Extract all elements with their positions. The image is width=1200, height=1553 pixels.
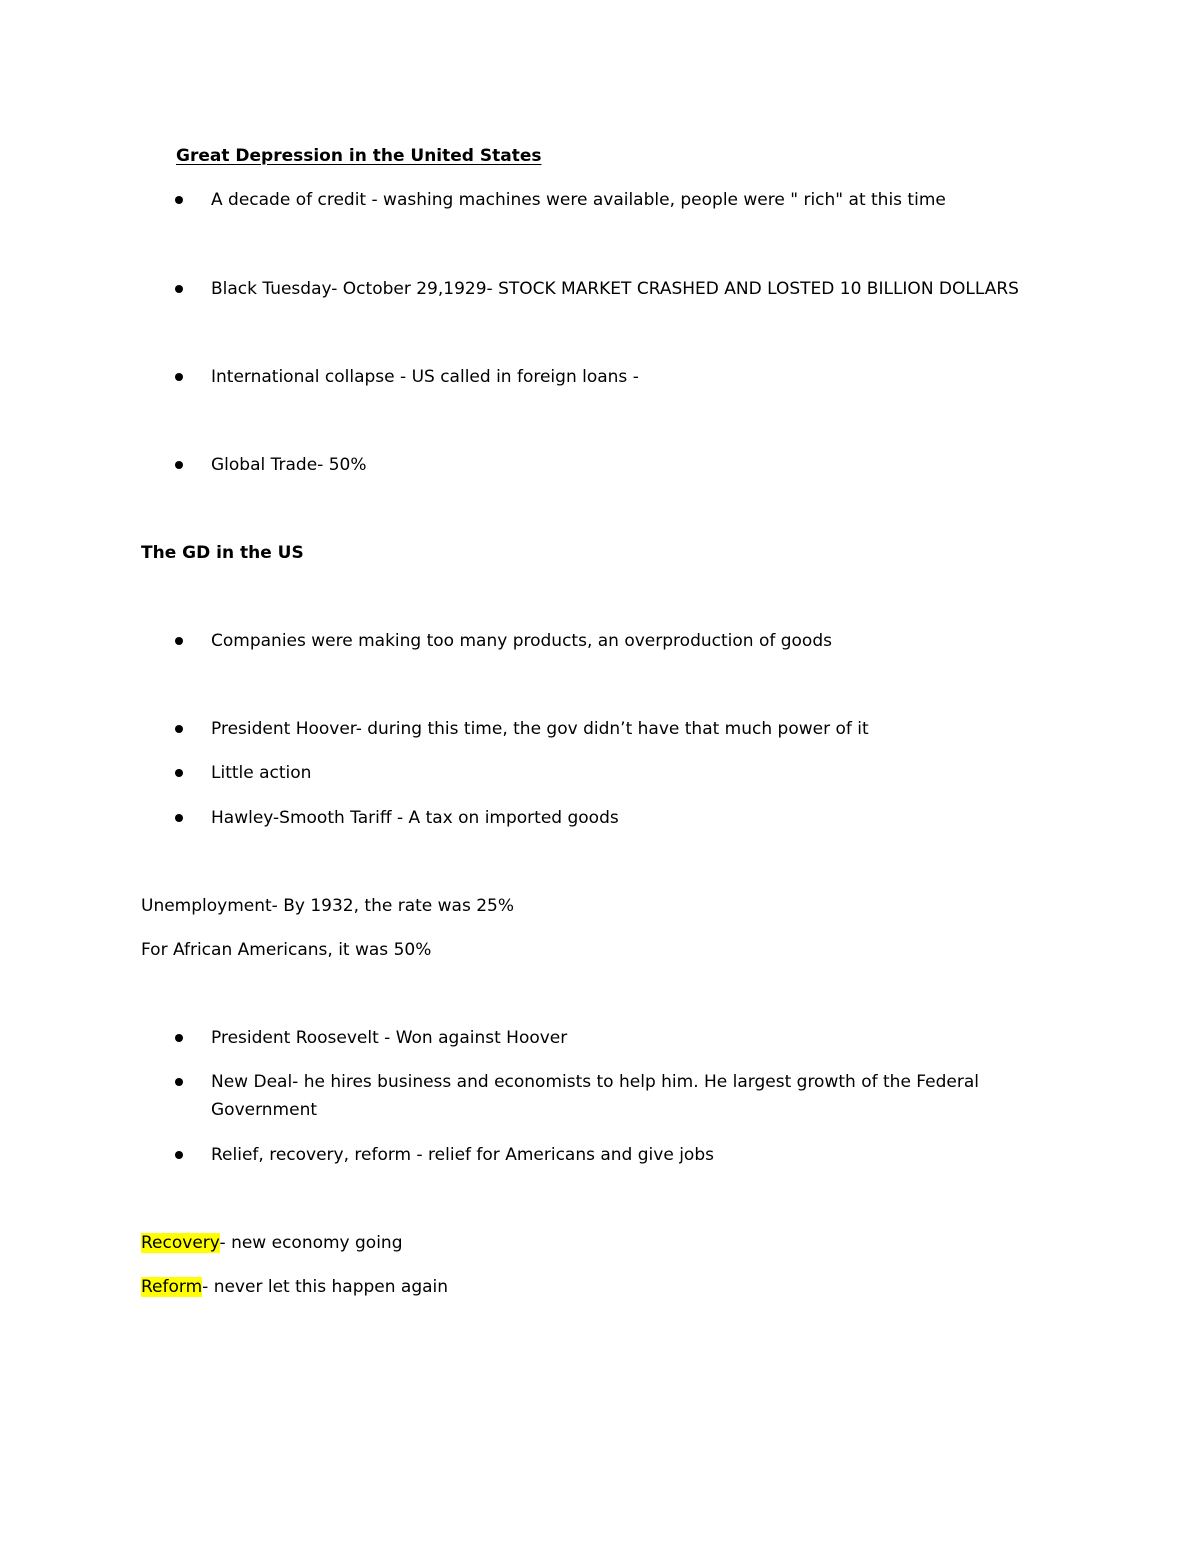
bullet-text: President Hoover- during this time, the gov didn’t have that much power of it (211, 719, 869, 739)
recovery-definition: - new economy going (219, 1233, 403, 1253)
african-americans-text: For African Americans, it was 50% (141, 940, 432, 960)
section-heading: The GD in the US (141, 543, 304, 563)
bullet-icon (175, 769, 183, 777)
bullet-icon (175, 1034, 183, 1042)
recovery-line (141, 1229, 403, 1257)
bullet-icon (175, 1078, 183, 1086)
reform-definition: - never let this happen again (202, 1277, 449, 1297)
bullet-icon (175, 725, 183, 733)
bullet-text: Little action (211, 763, 312, 783)
bullet-text: Global Trade- 50% (211, 455, 367, 475)
bullet-icon (175, 1151, 183, 1159)
bullet-text: Hawley-Smooth Tariff - A tax on imported goods (211, 808, 619, 828)
bullet-icon (175, 461, 183, 469)
bullet-text: President Roosevelt - Won against Hoover (211, 1028, 568, 1048)
bullet-text: Relief, recovery, reform - relief for Americans and give jobs (211, 1145, 714, 1165)
document-title: Great Depression in the United States (176, 146, 542, 166)
bullet-icon (175, 285, 183, 293)
bullet-text: Companies were making too many products, an overproduction of goods (211, 631, 832, 651)
reform-line (141, 1273, 448, 1301)
bullet-icon (175, 196, 183, 204)
bullet-icon (175, 814, 183, 822)
bullet-text: New Deal- he hires business and economists to help him. He largest growth of the Federal Government (211, 1072, 979, 1120)
recovery-term: Recovery (141, 1233, 220, 1253)
unemployment-text: Unemployment- By 1932, the rate was 25% (141, 896, 515, 916)
reform-term: Reform (141, 1277, 203, 1297)
bullet-text: A decade of credit - washing machines were available, people were " rich" at this time (211, 190, 946, 210)
bullet-icon (175, 637, 183, 645)
bullet-text: International collapse - US called in foreign loans - (211, 367, 639, 387)
bullet-text: Black Tuesday- October 29,1929- STOCK MARKET CRASHED AND LOSTED 10 BILLION DOLLARS (211, 279, 1019, 299)
bullet-icon (175, 373, 183, 381)
